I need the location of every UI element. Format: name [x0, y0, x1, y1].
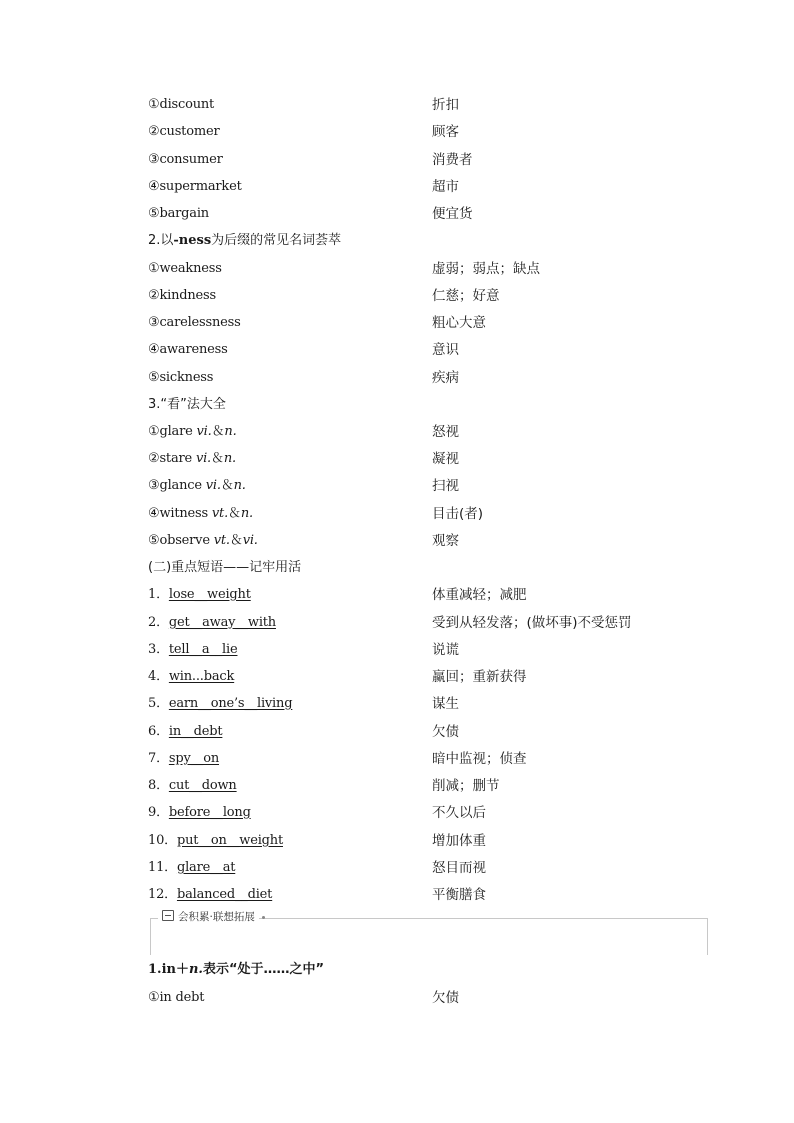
vocab-meaning: 消费者 — [432, 152, 473, 168]
phrase-meaning: 削减；删节 — [432, 778, 500, 794]
phrase-row — [0, 775, 794, 797]
vocab-meaning: 仁慈；好意 — [432, 288, 500, 304]
phrase-row — [0, 639, 794, 661]
phrase-text: earn__one’s__living — [168, 696, 293, 711]
part-of-speech: vi. — [195, 451, 211, 466]
part-of-speech: vt. — [211, 506, 229, 521]
phrase-text: balanced__diet — [176, 887, 273, 902]
phrase-meaning: 受到从轻发落；(做坏事)不受惩罚 — [432, 615, 632, 631]
phrase-row — [0, 748, 794, 770]
phrase-text: get__away__with — [168, 615, 276, 630]
vocab-meaning: 观察 — [432, 533, 459, 549]
vocab-word: ③carelessness — [148, 315, 241, 330]
vocab-meaning: 折扣 — [432, 97, 459, 113]
part-of-speech: vi. — [196, 424, 212, 439]
phrase-meaning: 平衡膳食 — [432, 887, 486, 903]
phrase-number: 6． — [148, 724, 169, 739]
vocab-row — [0, 339, 794, 361]
phrase-row — [0, 584, 794, 606]
part-of-speech: n. — [224, 424, 237, 439]
phrase-text: put__on__weight — [176, 833, 283, 848]
heading-suffix: -ness — [173, 233, 212, 248]
vocab-word: ①weakness — [148, 261, 222, 276]
phrase-meaning: 体重减轻；减肥 — [432, 587, 527, 603]
phrase-row — [0, 612, 794, 634]
part-of-speech: vi. — [242, 533, 258, 548]
vocab-word: ②stare — [148, 451, 196, 466]
vocab-meaning: 超市 — [432, 179, 459, 195]
phrase-meaning: 说谎 — [432, 642, 459, 658]
part-of-speech: vi. — [205, 478, 221, 493]
phrase-text: win...back — [168, 669, 235, 684]
vocab-row: ①glare vi.＆n. 怒视 — [0, 421, 794, 443]
vocab-meaning: 虚弱；弱点；缺点 — [432, 261, 540, 277]
phrase-number: 3． — [148, 642, 169, 657]
vocab-meaning: 粗心大意 — [432, 315, 486, 331]
vocab-word: ①glare — [148, 424, 197, 439]
vocab-word: ②customer — [148, 124, 220, 139]
vocab-row — [0, 121, 794, 143]
phrase-row — [0, 802, 794, 824]
collapse-icon — [162, 910, 174, 921]
phrase-meaning: 谋生 — [432, 696, 459, 712]
phrase-text: lose__weight — [168, 587, 251, 602]
vocab-word: ③glance — [148, 478, 206, 493]
vocab-meaning: 顾客 — [432, 124, 459, 140]
phrase-number: 1． — [148, 587, 169, 602]
tip-box-label: 会积累·联想拓展 — [158, 909, 259, 925]
phrase-number: 12． — [148, 887, 177, 902]
vocab-meaning: 意识 — [432, 342, 459, 358]
vocab-row: ②stare vi.＆n. 凝视 — [0, 448, 794, 470]
phrase-number: 7． — [148, 751, 169, 766]
phrase-row — [0, 884, 794, 906]
vocab-word: ④awareness — [148, 342, 228, 357]
vocab-word: ①discount — [148, 97, 215, 112]
phrase-number: 11． — [148, 860, 177, 875]
phrase-row — [0, 857, 794, 879]
vocab-meaning: 扫视 — [432, 478, 459, 494]
vocab-word: ⑤observe — [148, 533, 214, 548]
vocab-meaning: 怒视 — [432, 424, 459, 440]
vocab-word: ③consumer — [148, 152, 223, 167]
vocab-meaning: 疾病 — [432, 370, 459, 386]
heading-rest: 为后缀的常见名词荟萃 — [211, 233, 342, 248]
phrase-number: 2． — [148, 615, 169, 630]
part-of-speech: n. — [240, 506, 253, 521]
vocab-row — [0, 285, 794, 307]
vocab-word: ④witness — [148, 506, 212, 521]
phrase-meaning: 赢回；重新获得 — [432, 669, 527, 685]
vocab-word: ⑤sickness — [148, 370, 214, 385]
vocab-word: ⑤bargain — [148, 206, 209, 221]
vocab-meaning: 便宜货 — [432, 206, 473, 222]
vocab-row: ④witness vt.＆n. 目击(者) — [0, 503, 794, 525]
vocab-row — [0, 203, 794, 225]
phrase-text: tell__a__lie — [168, 642, 238, 657]
heading-prefix: 2.以 — [148, 233, 174, 248]
vocab-row — [0, 176, 794, 198]
phrase-number: 10． — [148, 833, 177, 848]
section-heading-ness — [0, 230, 794, 252]
phrase-number: 4． — [148, 669, 169, 684]
vocab-row — [0, 367, 794, 389]
phrase-meaning: 增加体重 — [432, 833, 486, 849]
vocab-meaning: 欠债 — [432, 990, 459, 1006]
phrase-meaning: 暗中监视；侦查 — [432, 751, 527, 767]
vocab-row: ⑤observe vt.＆vi. 观察 — [0, 530, 794, 552]
phrase-row — [0, 666, 794, 688]
phrase-number: 8． — [148, 778, 169, 793]
tip-box-dot — [262, 916, 265, 919]
part-of-speech: n. — [233, 478, 246, 493]
part-of-speech: vt. — [213, 533, 230, 548]
vocab-row — [0, 258, 794, 280]
section-heading-in: 1.in＋n.表示“处于……之中” — [148, 962, 325, 977]
vocab-row — [0, 987, 794, 1009]
vocab-word: ④supermarket — [148, 179, 242, 194]
phrase-text: spy__on — [168, 751, 220, 766]
vocab-row — [0, 312, 794, 334]
vocab-row: ③glance vi.＆n. 扫视 — [0, 475, 794, 497]
phrase-text: glare__at — [176, 860, 236, 875]
phrase-meaning: 不久以后 — [432, 805, 486, 821]
phrase-row — [0, 721, 794, 743]
section-heading-look: 3.“看”法大全 — [148, 397, 226, 412]
phrase-number: 5． — [148, 696, 169, 711]
vocab-word: ①in debt — [148, 990, 205, 1005]
section-heading-phrases: (二)重点短语——记牢用活 — [148, 560, 302, 575]
part-of-speech: n. — [223, 451, 236, 466]
vocab-word: ②kindness — [148, 288, 216, 303]
phrase-meaning: 怒目而视 — [432, 860, 486, 876]
vocab-row — [0, 94, 794, 116]
vocab-row — [0, 149, 794, 171]
phrase-number: 9． — [148, 805, 169, 820]
vocab-meaning: 目击(者) — [432, 506, 484, 522]
phrase-text: cut__down — [168, 778, 237, 793]
phrase-row — [0, 693, 794, 715]
vocab-meaning: 凝视 — [432, 451, 459, 467]
phrase-row — [0, 830, 794, 852]
phrase-meaning: 欠债 — [432, 724, 459, 740]
phrase-text: before__long — [168, 805, 251, 820]
phrase-text: in__debt — [168, 724, 223, 739]
